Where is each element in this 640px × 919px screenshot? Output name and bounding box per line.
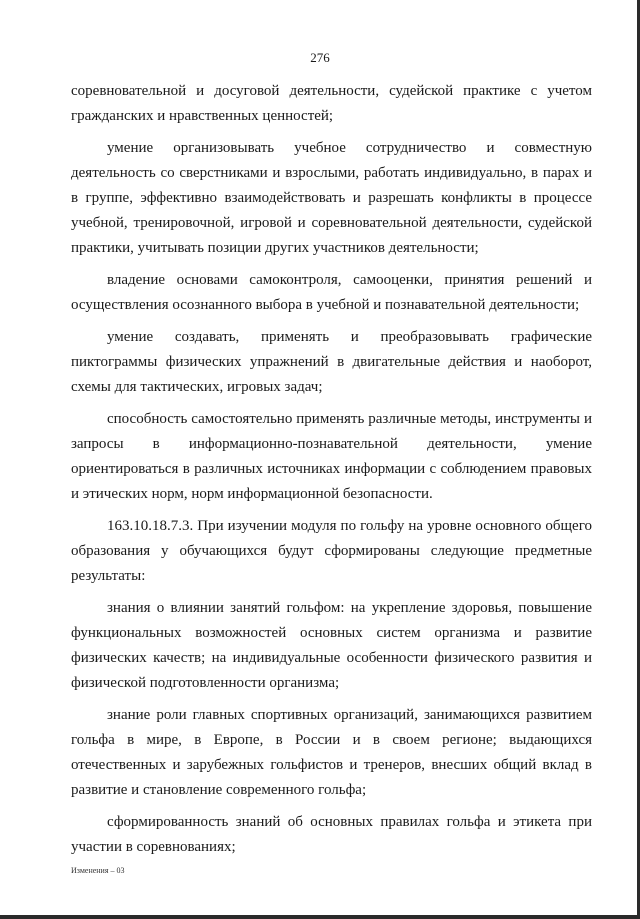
paragraph-golf-organizations: знание роли главных спортивных организаций, занимающихся развитием гольфа в мире, в Европе, в России и в своем регионе; выдающихся отечественных и зарубежных гольфистов и тренеров, внесших общий вклад в развитие и становление современного гольфа; (71, 707, 592, 798)
scan-edge-bottom (0, 915, 640, 919)
footer-revision: Изменения – 03 (71, 866, 125, 875)
paragraph-golf-rules: сформированность знаний об основных правилах гольфа и этикета при участии в соревнованиях; (71, 814, 592, 855)
paragraph-self-control: владение основами самоконтроля, самооценки, принятия решений и осуществления осознанного выбора в учебной и познавательной деятельности; (71, 272, 592, 313)
document-body (71, 79, 592, 867)
paragraph-continuation: соревновательной и досуговой деятельности, судейской практике с учетом гражданских и нравственных ценностей; (71, 83, 592, 124)
paragraph-pictograms: умение создавать, применять и преобразовывать графические пиктограммы физических упражнений в двигательные действия и наоборот, схемы для тактических, игровых задач; (71, 329, 592, 395)
paragraph-cooperation-skill: умение организовывать учебное сотрудничество и совместную деятельность со сверстниками и взрослыми, работать индивидуально, в парах и в группе, эффективно взаимодействовать и разрешать конфликты в процессе учебной, тренировочной, игровой и соревновательной деятельности, судейской практики, учитывать позиции других участников деятельности; (71, 140, 592, 256)
paragraph-section-heading: 163.10.18.7.3. При изучении модуля по гольфу на уровне основного общего образования у обучающихся будут сформированы следующие предметные результаты: (71, 518, 592, 584)
paragraph-golf-health: знания о влиянии занятий гольфом: на укрепление здоровья, повышение функциональных возможностей основных систем организма и развитие физических качеств; на индивидуальные особенности физического развития и физической подготовленности организма; (71, 600, 592, 691)
page-number: 276 (310, 50, 330, 65)
paragraph-information-methods: способность самостоятельно применять различные методы, инструменты и запросы в информационно-познавательной деятельности, умение ориентироваться в различных источниках информации с соблюдением правовых и этических норм, норм информационной безопасности. (71, 411, 592, 502)
